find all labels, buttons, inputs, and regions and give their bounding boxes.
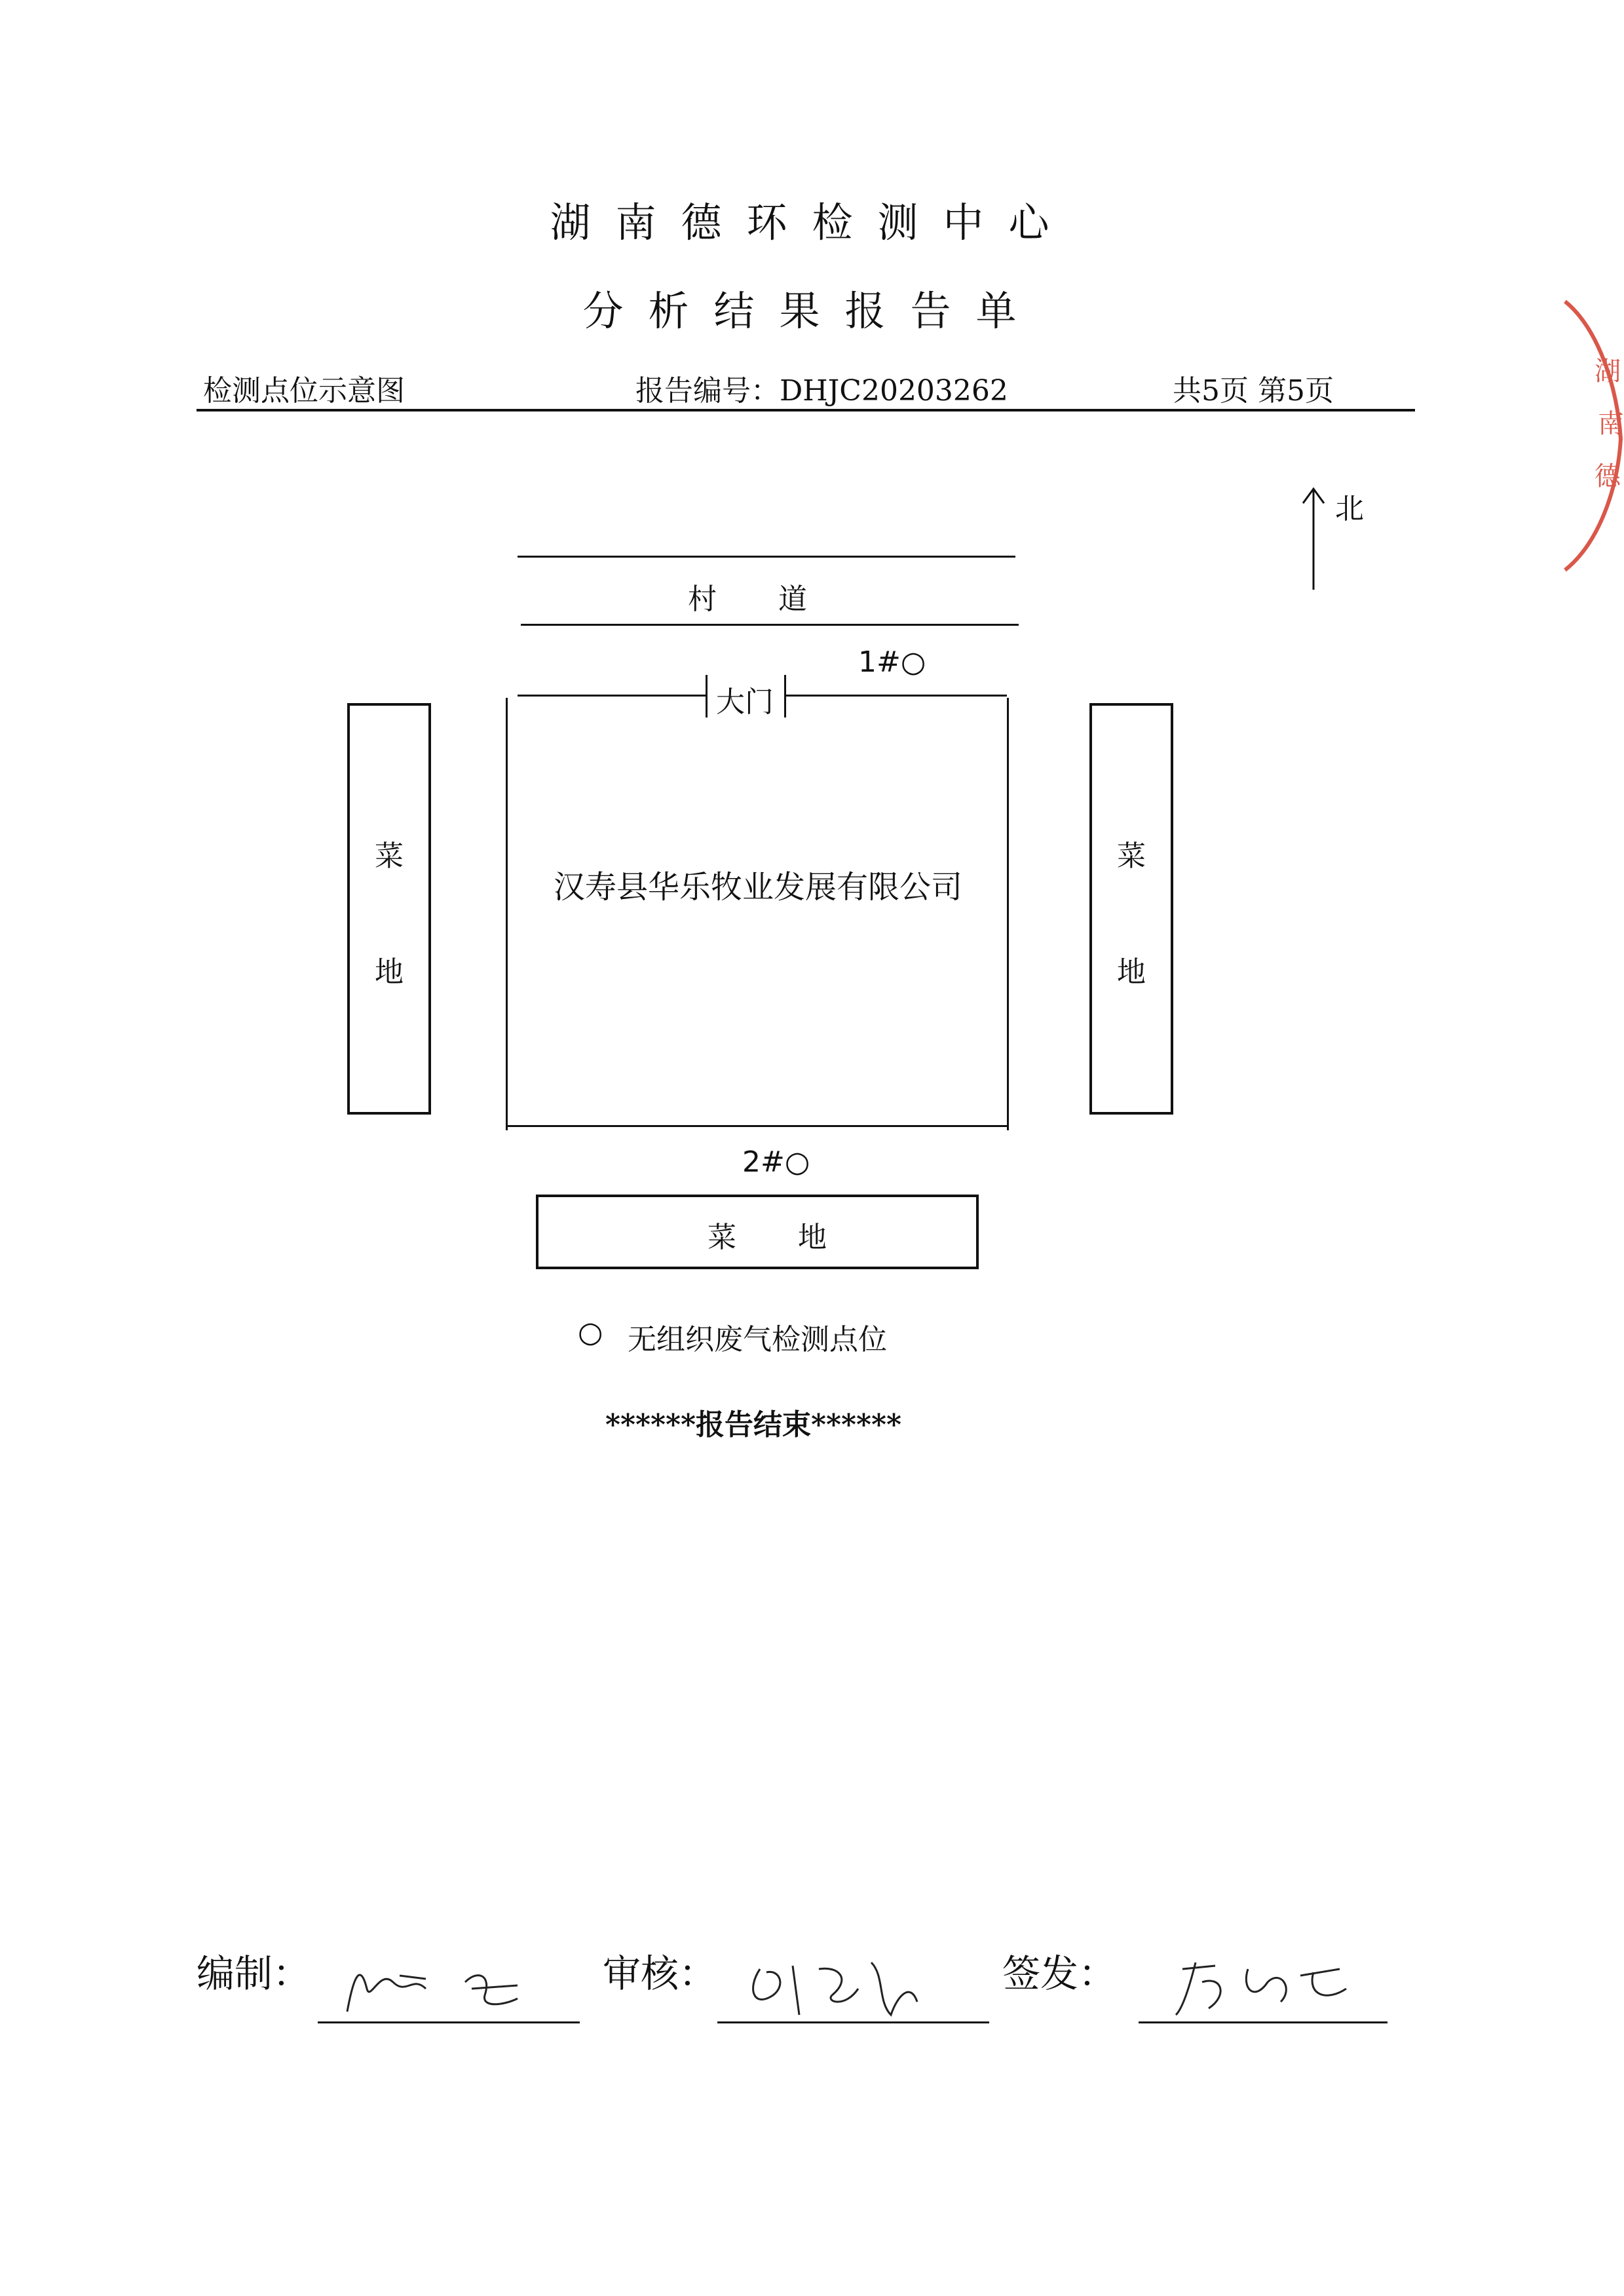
right-field-label-2: 地 bbox=[1117, 955, 1146, 989]
site-top-wall-left bbox=[518, 695, 708, 697]
gate-left-post bbox=[706, 675, 708, 718]
svg-text:德: 德 bbox=[1595, 461, 1621, 491]
svg-text:湖: 湖 bbox=[1595, 356, 1621, 387]
site-top-wall-right bbox=[786, 695, 1007, 697]
section-title: 检测点位示意图 bbox=[203, 374, 405, 408]
right-vegetable-field bbox=[1089, 703, 1173, 1115]
site-right-wall bbox=[1007, 698, 1009, 1130]
reviewed-by-line bbox=[717, 2021, 989, 2023]
left-field-label-2: 地 bbox=[375, 955, 404, 989]
compiled-by-signature bbox=[321, 1949, 576, 2021]
gate-label: 大门 bbox=[716, 685, 774, 719]
right-field-label-1: 菜 bbox=[1117, 839, 1146, 873]
north-label: 北 bbox=[1335, 492, 1364, 526]
compiled-by-label: 编制： bbox=[197, 1951, 311, 1996]
site-bottom-wall bbox=[506, 1125, 1009, 1127]
monitoring-point-2: 2#○ bbox=[742, 1145, 810, 1179]
page-indicator: 共5页 第5页 bbox=[1173, 374, 1334, 408]
left-vegetable-field bbox=[347, 703, 431, 1115]
gate-right-post bbox=[784, 675, 786, 718]
seal-stamp bbox=[1558, 288, 1624, 583]
reviewed-by-label: 审核： bbox=[603, 1951, 717, 1996]
monitoring-point-1: 1#○ bbox=[858, 645, 926, 679]
org-title: 湖南德环检测中心 bbox=[550, 199, 1074, 246]
legend-symbol: ○ bbox=[578, 1316, 603, 1349]
reviewed-by-signature bbox=[721, 1949, 983, 2021]
report-title: 分析结果报告单 bbox=[582, 287, 1042, 335]
left-field-label-1: 菜 bbox=[375, 839, 404, 873]
legend-text: 无组织废气检测点位 bbox=[628, 1323, 887, 1356]
issued-by-label: 签发： bbox=[1002, 1951, 1117, 1996]
issued-by-line bbox=[1139, 2021, 1388, 2023]
road-bottom-line bbox=[521, 624, 1019, 626]
header-rule bbox=[197, 409, 1415, 411]
company-name: 汉寿县华乐牧业发展有限公司 bbox=[554, 869, 963, 906]
bottom-field-label: 菜 地 bbox=[708, 1221, 853, 1254]
north-arrow-icon bbox=[1294, 485, 1333, 596]
compiled-by-line bbox=[318, 2021, 580, 2023]
report-number: 报告编号：DHJC20203262 bbox=[635, 374, 1008, 408]
issued-by-signature bbox=[1143, 1949, 1392, 2021]
report-end-marker: ******报告结束****** bbox=[605, 1408, 902, 1442]
road-top-line bbox=[518, 556, 1015, 558]
site-left-wall bbox=[506, 698, 508, 1130]
svg-text:南: 南 bbox=[1598, 409, 1624, 439]
road-label: 村 道 bbox=[688, 583, 833, 616]
